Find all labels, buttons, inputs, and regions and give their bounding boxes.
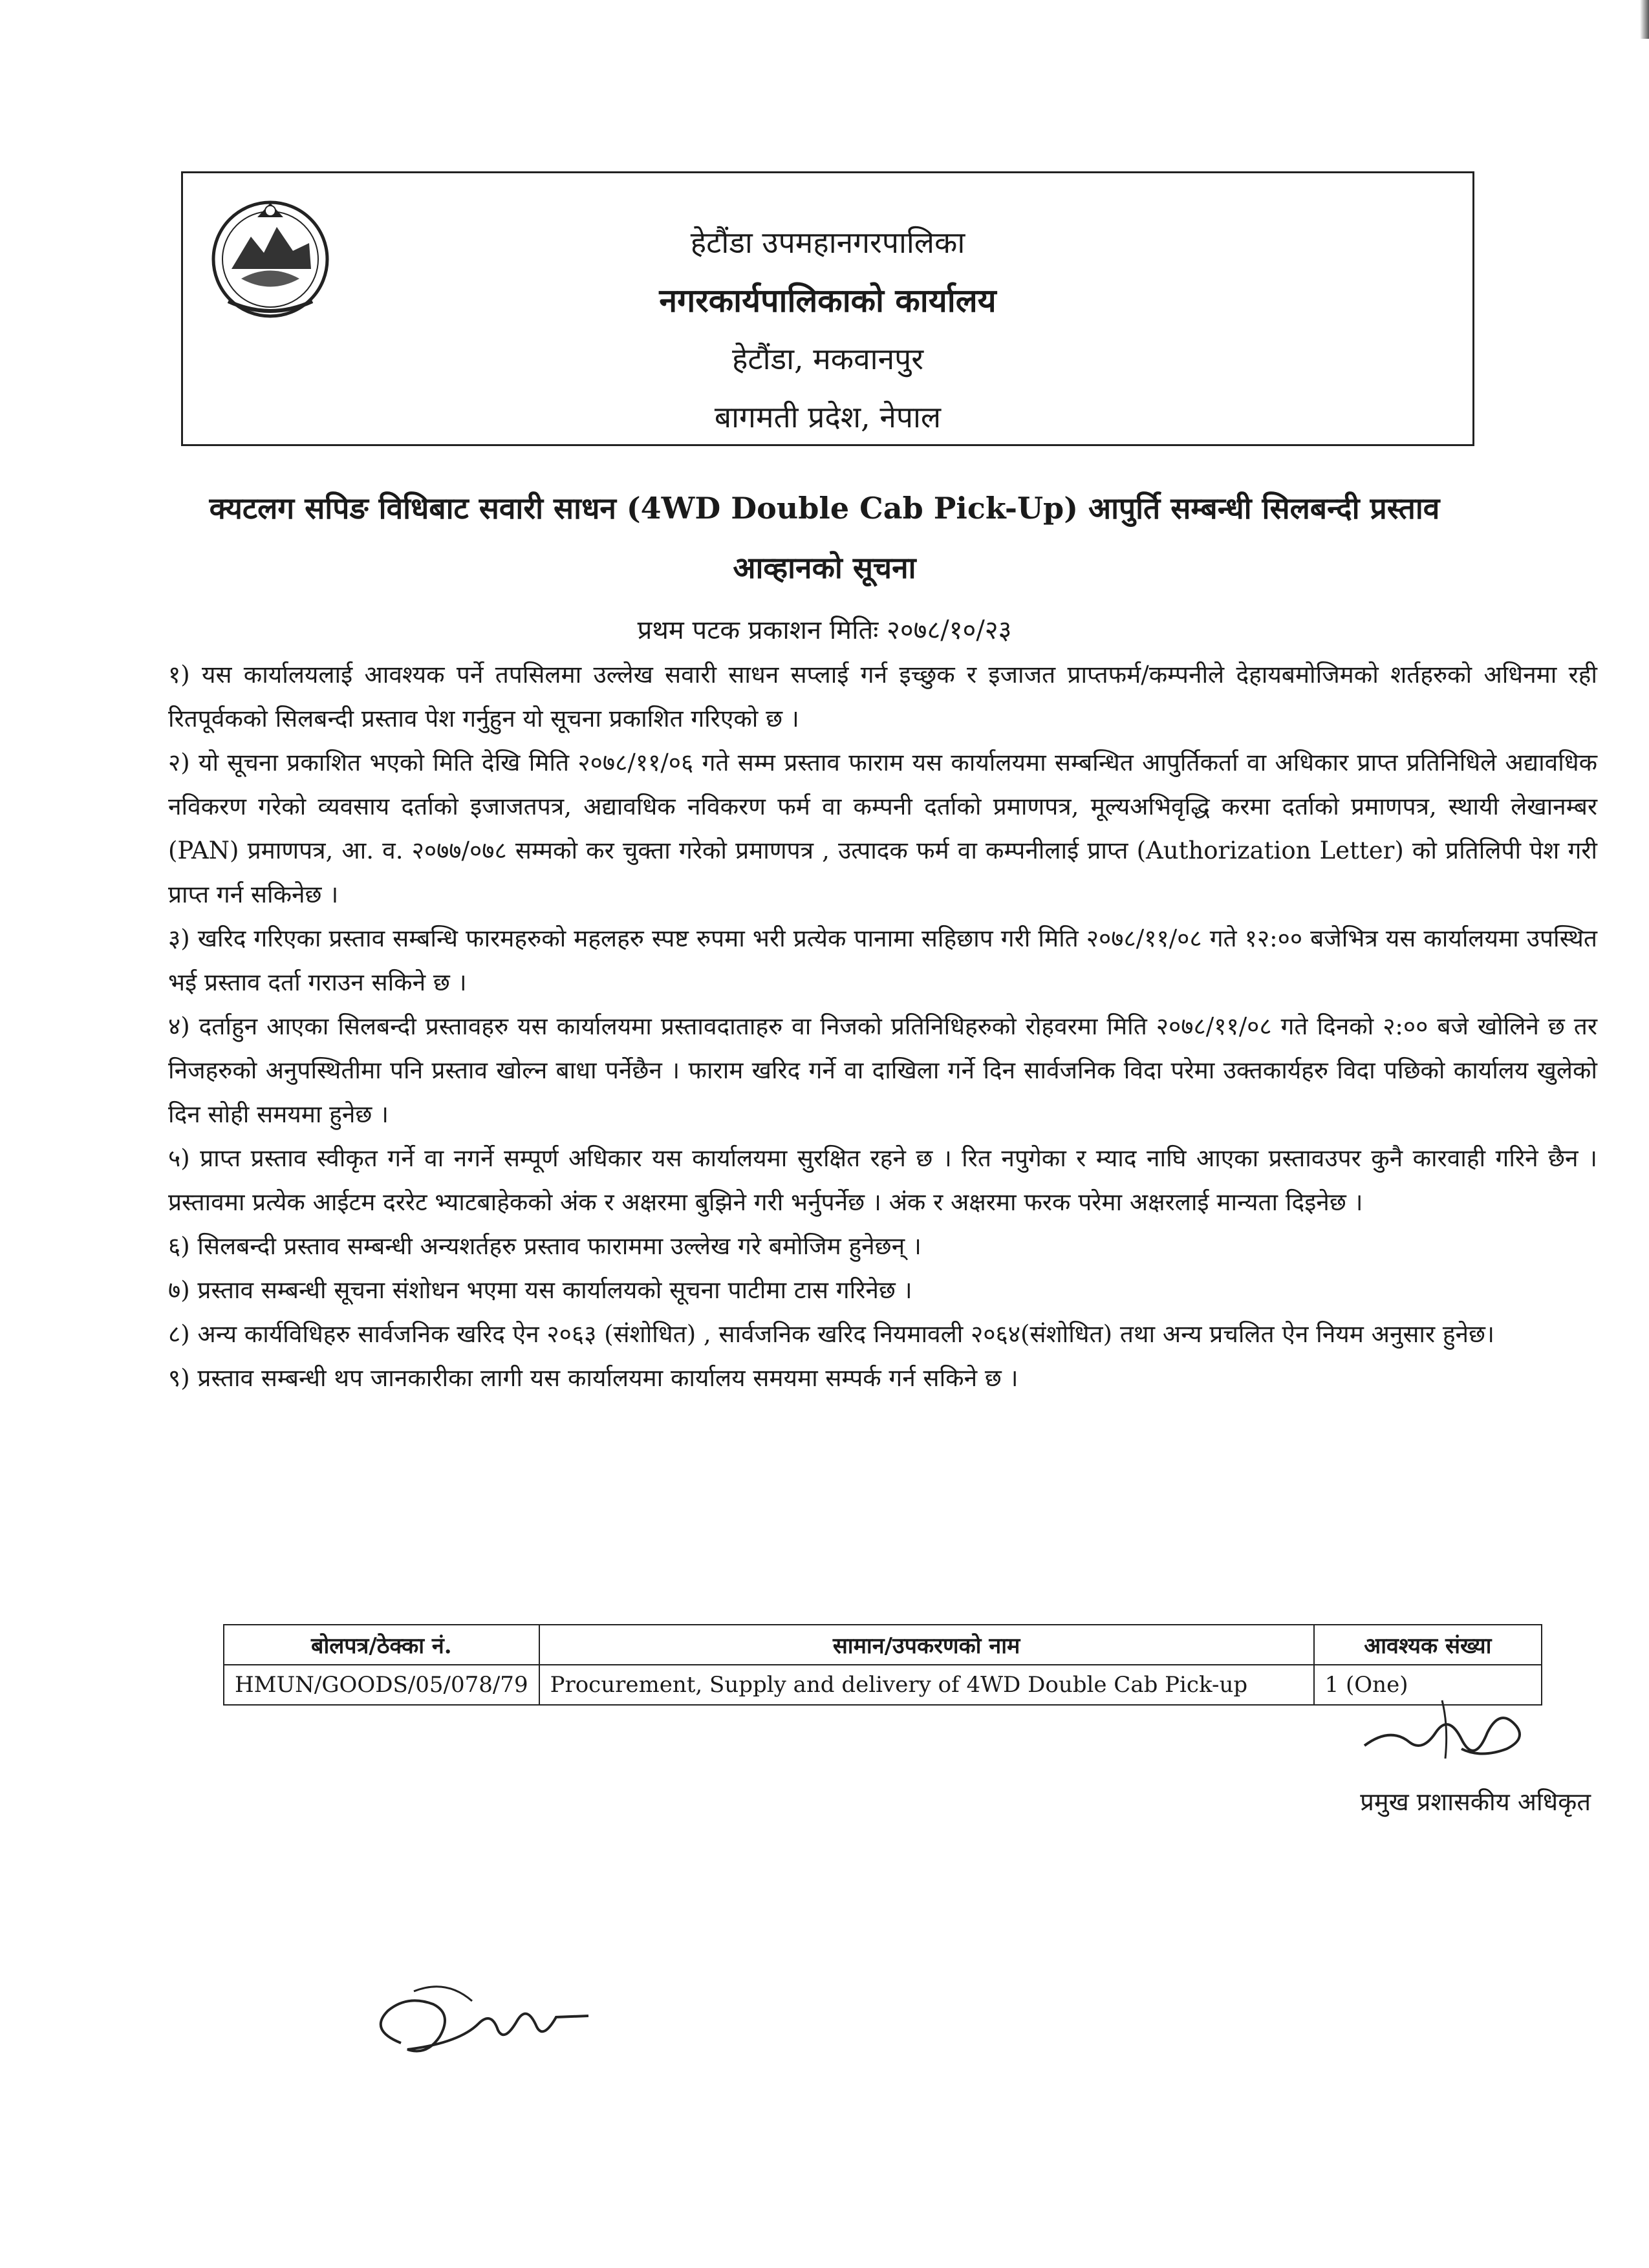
clause: २) यो सूचना प्रकाशित भएको मिति देखि मिति २०७८/११/०६ गते सम्म प्रस्ताव फाराम यस कार्यालयमा सम्बन्धित आपुर्तिकर्ता वा अधिकार प्राप्त प्रतिनिधिले अद्यावधिक नविकरण गरेको व्यवसाय दर्ताको इजाजतपत्र, अद्यावधिक नविकरण फर्म वा कम्पनी दर्ताको प्रमाणपत्र, मूल्यअभिवृद्धि करमा दर्ताको प्रमाणपत्र, स्थायी लेखानम्बर (PAN) प्रमाणपत्र, आ. व. २०७७/०७८ सम्मको कर चुक्ता गरेको प्रमाणपत्र , उत्पादक फर्म वा कम्पनीलाई प्राप्त (Authorization Letter) को प्रतिलिपी पेश गरी प्राप्त गर्न सकिनेछ । [168,749,1597,908]
column-header-quantity: आवश्यक संख्या [1314,1625,1542,1665]
notice-title-line1: क्यटलग सपिङ विधिबाट सवारी साधन (4WD Double Cab Pick-Up) आपुर्ति सम्बन्धी सिलबन्दी प्रस्ताव [209,491,1440,526]
clause: ६) सिलबन्दी प्रस्ताव सम्बन्धी अन्यशर्तहरु प्रस्ताव फाराममा उल्लेख गरे बमोजिम हुनेछन् । [168,1232,921,1260]
clause: ५) प्राप्त प्रस्ताव स्वीकृत गर्ने वा नगर्ने सम्पूर्ण अधिकार यस कार्यालयमा सुरक्षित रहने छ । रित नपुगेका र म्याद नाघि आएका प्रस्तावउपर कुनै कारवाही गरिने छैन ।प्रस्तावमा प्रत्येक आईटम दररेट भ्याटबाहेकको अंक र अक्षरमा बुझिने गरी भर्नुपर्नेछ । अंक र अक्षरमा फरक परेमा अक्षरलाई मान्यता दिइनेछ । [168,1144,1597,1216]
clause: ४) दर्ताहुन आएका सिलबन्दी प्रस्तावहरु यस कार्यालयमा प्रस्तावदाताहरु वा निजको प्रतिनिधिहरुको रोहवरमा मिति २०७८/११/०८ गते दिनको २:०० बजे खोलिने छ तर निजहरुको अनुपस्थितीमा पनि प्रस्ताव खोल्न बाधा पर्नेछैन । फाराम खरिद गर्ने वा दाखिला गर्ने दिन सार्वजनिक विदा परेमा उक्तकार्यहरु विदा पछिको कार्यालय खुलेको दिन सोही समयमा हुनेछ । [168,1012,1597,1128]
office-location: हेटौंडा, मकवानपुर [731,341,924,376]
cell-item-name: Procurement, Supply and delivery of 4WD Double Cab Pick-up [539,1665,1314,1705]
municipality-name: हेटौंडा उपमहानगरपालिका [690,225,965,260]
handwritten-signature [362,1965,608,2075]
scan-edge [1640,0,1649,39]
table-row [224,1665,1542,1705]
clause: ७) प्रस्ताव सम्बन्धी सूचना संशोधन भएमा यस कार्यालयको सूचना पाटीमा टास गरिनेछ । [168,1276,912,1304]
notice-title [129,478,1520,597]
letterhead [181,171,1474,446]
signatory-title: प्रमुख प्रशासकीय अधिकृत [1360,1788,1591,1816]
table-header-row [224,1625,1542,1665]
column-header-item-name: सामान/उपकरणको नाम [539,1625,1314,1665]
cell-bid-no: HMUN/GOODS/05/078/79 [224,1665,539,1705]
notice-title-line2: आव्हानको सूचना [733,550,916,585]
officer-signature [1352,1687,1533,1778]
publication-date: प्रथम पटक प्रकाशन मितिः २०७८/१०/२३ [637,615,1012,645]
cell-quantity: 1 (One) [1314,1665,1542,1705]
clause: ३) खरिद गरिएका प्रस्ताव सम्बन्धि फारमहरुको महलहरु स्पष्ट रुपमा भरी प्रत्येक पानामा सहिछाप गरी मिति २०७८/११/०८ गते १२:०० बजेभित्र यस कार्यालयमा उपस्थित भई प्रस्ताव दर्ता गराउन सकिने छ । [168,925,1597,996]
procurement-table [223,1624,1542,1706]
clause: ९) प्रस्ताव सम्बन्धी थप जानकारीका लागी यस कार्यालयमा कार्यालय समयमा सम्पर्क गर्न सकिने छ । [168,1364,1018,1392]
office-name: नगरकार्यपालिकाको कार्यालय [659,281,997,319]
column-header-bid-no: बोलपत्र/ठेक्का नं. [224,1625,539,1665]
notice-body [168,653,1597,1400]
clause: १) यस कार्यालयलाई आवश्यक पर्ने तपसिलमा उल्लेख सवारी साधन सप्लाई गर्न इच्छुक र इजाजत प्राप्तफर्म/कम्पनीले देहायबमोजिमको शर्तहरुको अधिनमा रही रितपूर्वकको सिलबन्दी प्रस्ताव पेश गर्नुहुन यो सूचना प्रकाशित गरिएको छ । [168,661,1597,733]
clause: ८) अन्य कार्यविधिहरु सार्वजनिक खरिद ऐन २०६३ (संशोधित) , सार्वजनिक खरिद नियमावली २०६४(संशोधित) तथा अन्य प्रचलित ऐन नियम अनुसार हुनेछ। [168,1320,1495,1348]
province-country: बागमती प्रदेश, नेपाल [714,400,942,434]
